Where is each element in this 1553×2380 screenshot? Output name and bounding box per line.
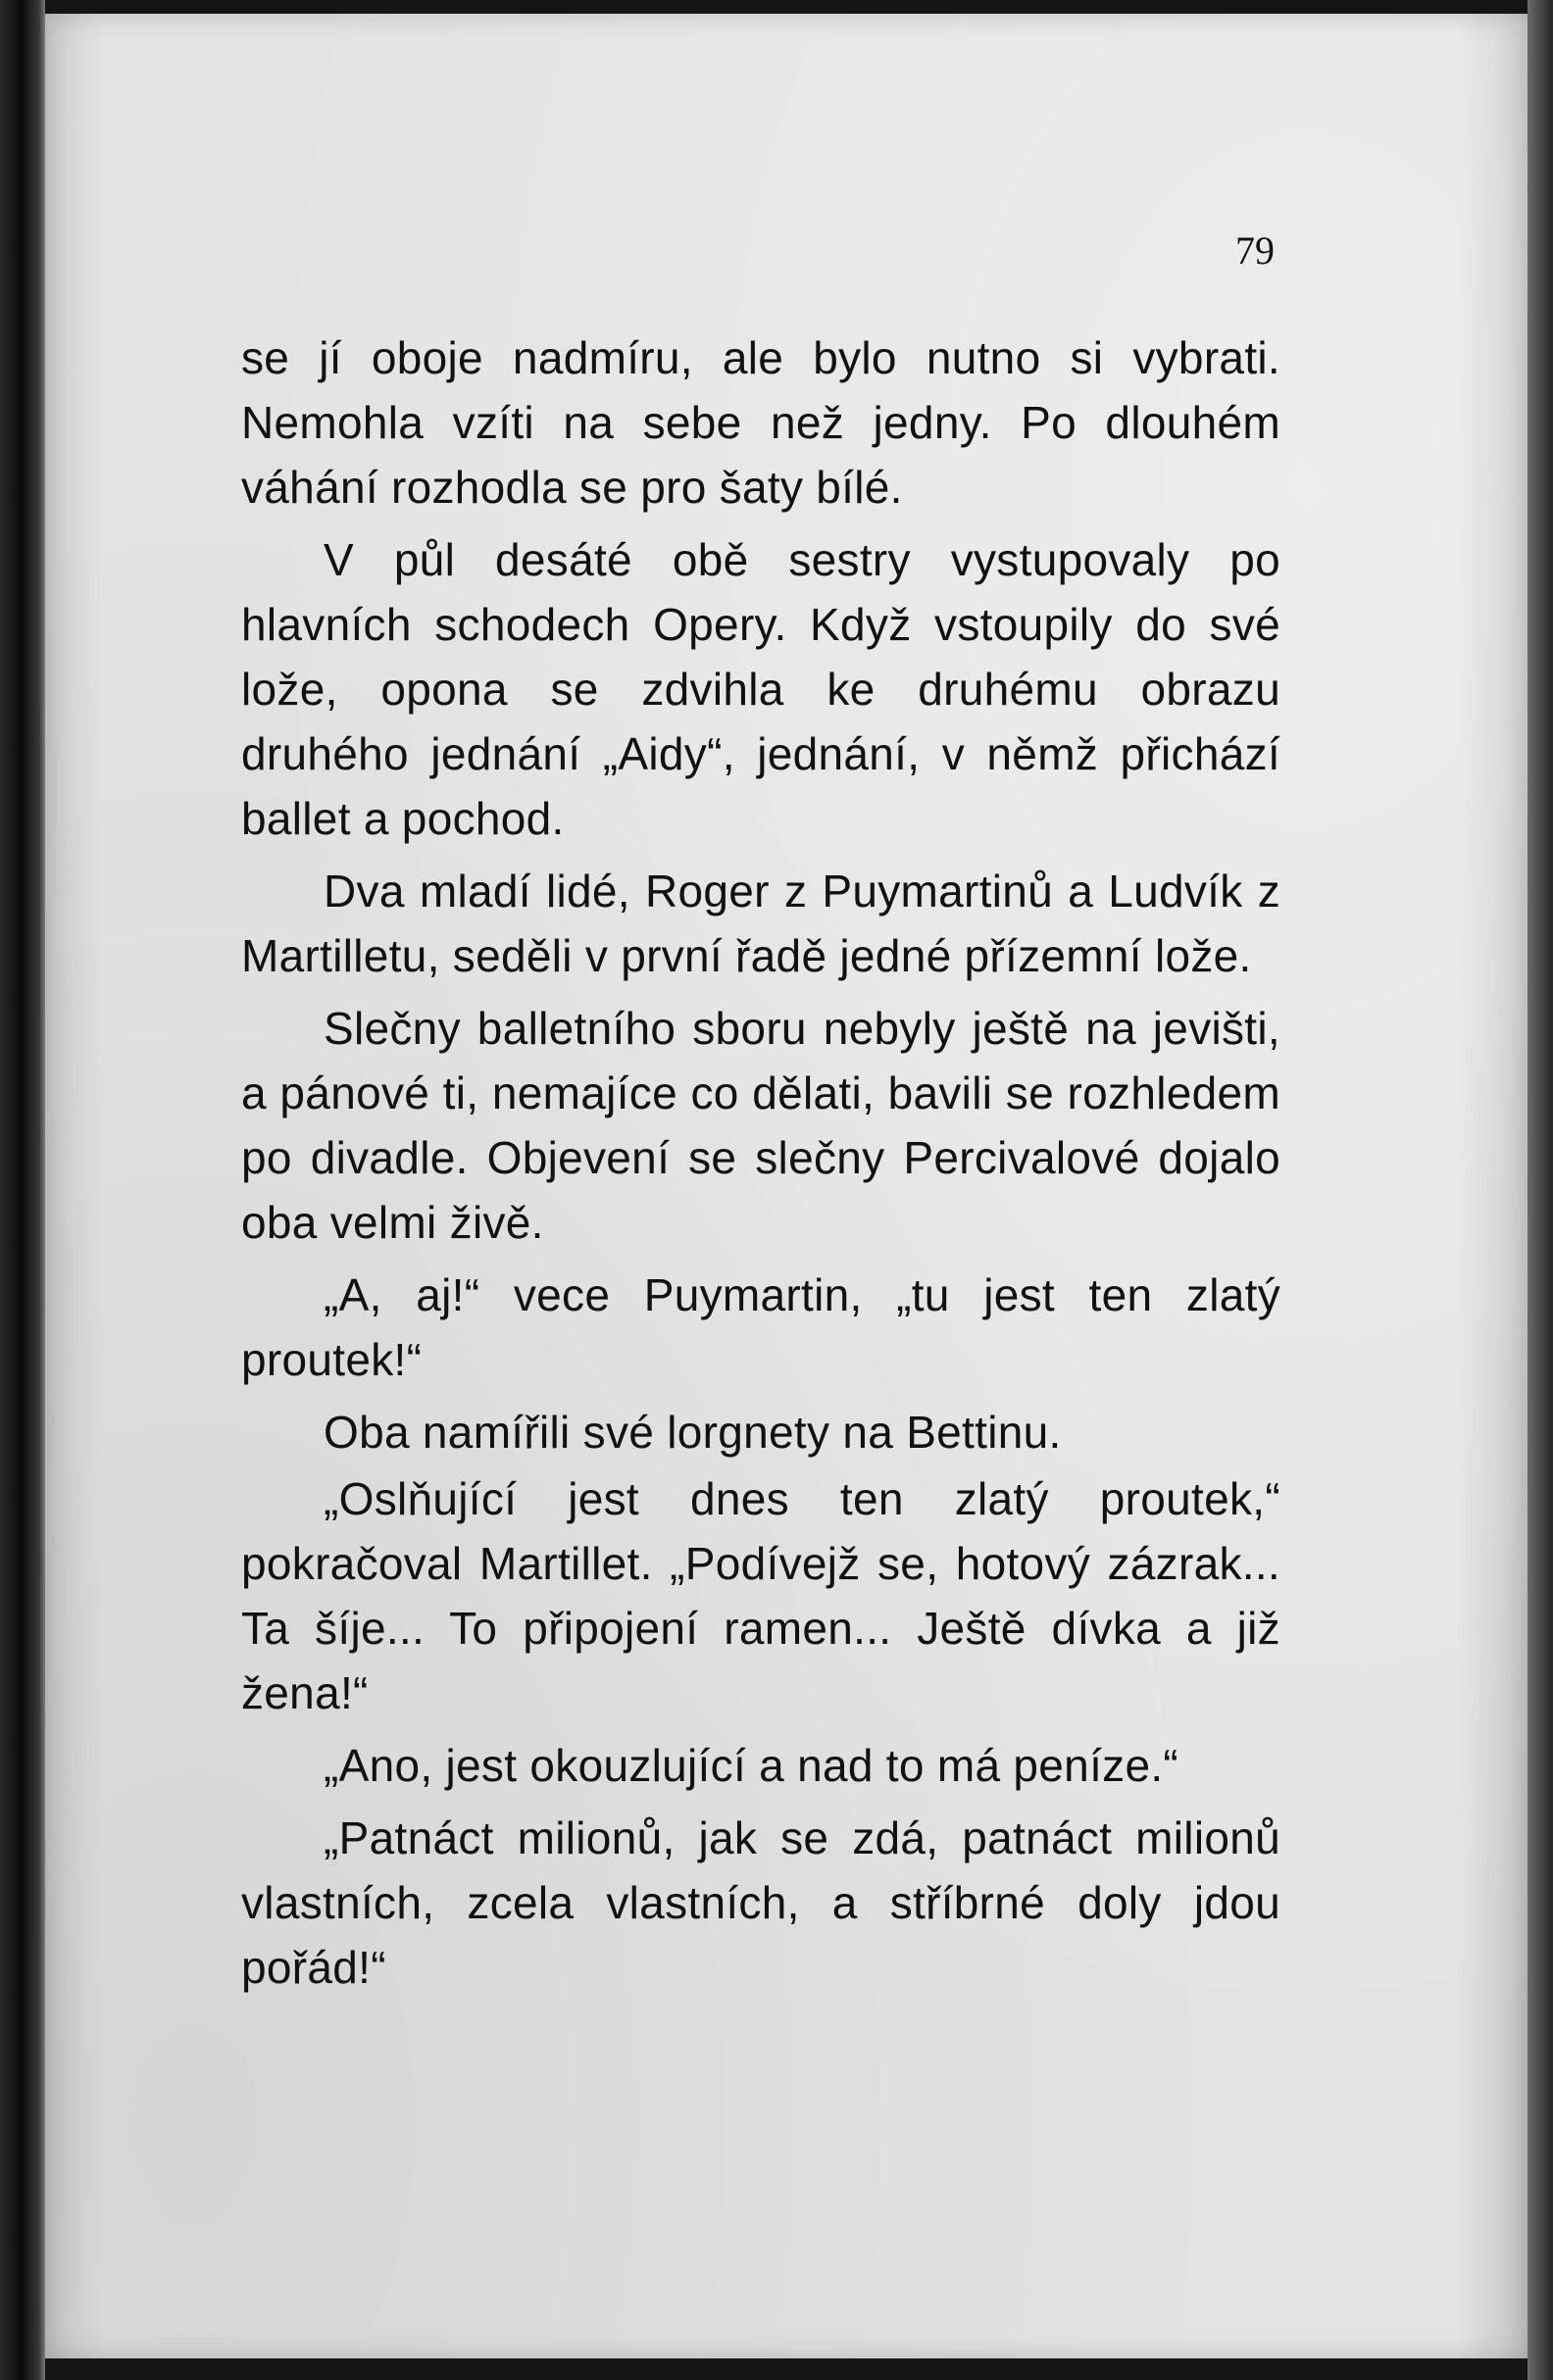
paragraph: se jí oboje nadmíru, ale bylo nutno si vybrati. Nemohla vzíti na sebe než jedny. Po dlouhém váhání rozhodla se pro šaty bílé. bbox=[241, 332, 1280, 513]
paragraph: „Oslňující jest dnes ten zlatý proutek,“ pokračoval Martillet. „Podívejž se, hotový zázrak... Ta šíje... To připojení ramen... Ještě dívka a již žena!“ bbox=[241, 1473, 1280, 1718]
paragraph: Dva mladí lidé, Roger z Puymartinů a Ludvík z Martilletu, seděli v první řadě jedné přízemní lože. bbox=[241, 866, 1280, 981]
paragraph: „Patnáct milionů, jak se zdá, patnáct milionů vlastních, zcela vlastních, a stříbrné doly jdou pořád!“ bbox=[241, 1812, 1280, 1993]
paragraph: V půl desáté obě sestry vystupovaly po hlavních schodech Opery. Když vstoupily do své lože, opona se zdvihla ke druhému obrazu druhého jednání „Aidy“, jednání, v němž přichází ballet a pochod. bbox=[241, 534, 1280, 844]
paragraph: Slečny balletního sboru nebyly ještě na jevišti, a pánové ti, nemajíce co dělati, bavili se rozhledem po divadle. Objevení se slečny Percivalové dojalo oba velmi živě. bbox=[241, 1003, 1280, 1248]
page-body bbox=[241, 325, 1280, 2008]
book-gutter-shadow bbox=[0, 0, 45, 2380]
paragraph: „Ano, jest okouzlující a nad to má peníze.“ bbox=[324, 1740, 1179, 1791]
page-edge-shadow bbox=[1528, 0, 1553, 2380]
page-number: 79 bbox=[1235, 228, 1275, 273]
paragraph: Oba namířili své lorgnety na Bettinu. bbox=[324, 1407, 1062, 1458]
paragraph: „A, aj!“ vece Puymartin, „tu jest ten zlatý proutek!“ bbox=[241, 1269, 1280, 1385]
